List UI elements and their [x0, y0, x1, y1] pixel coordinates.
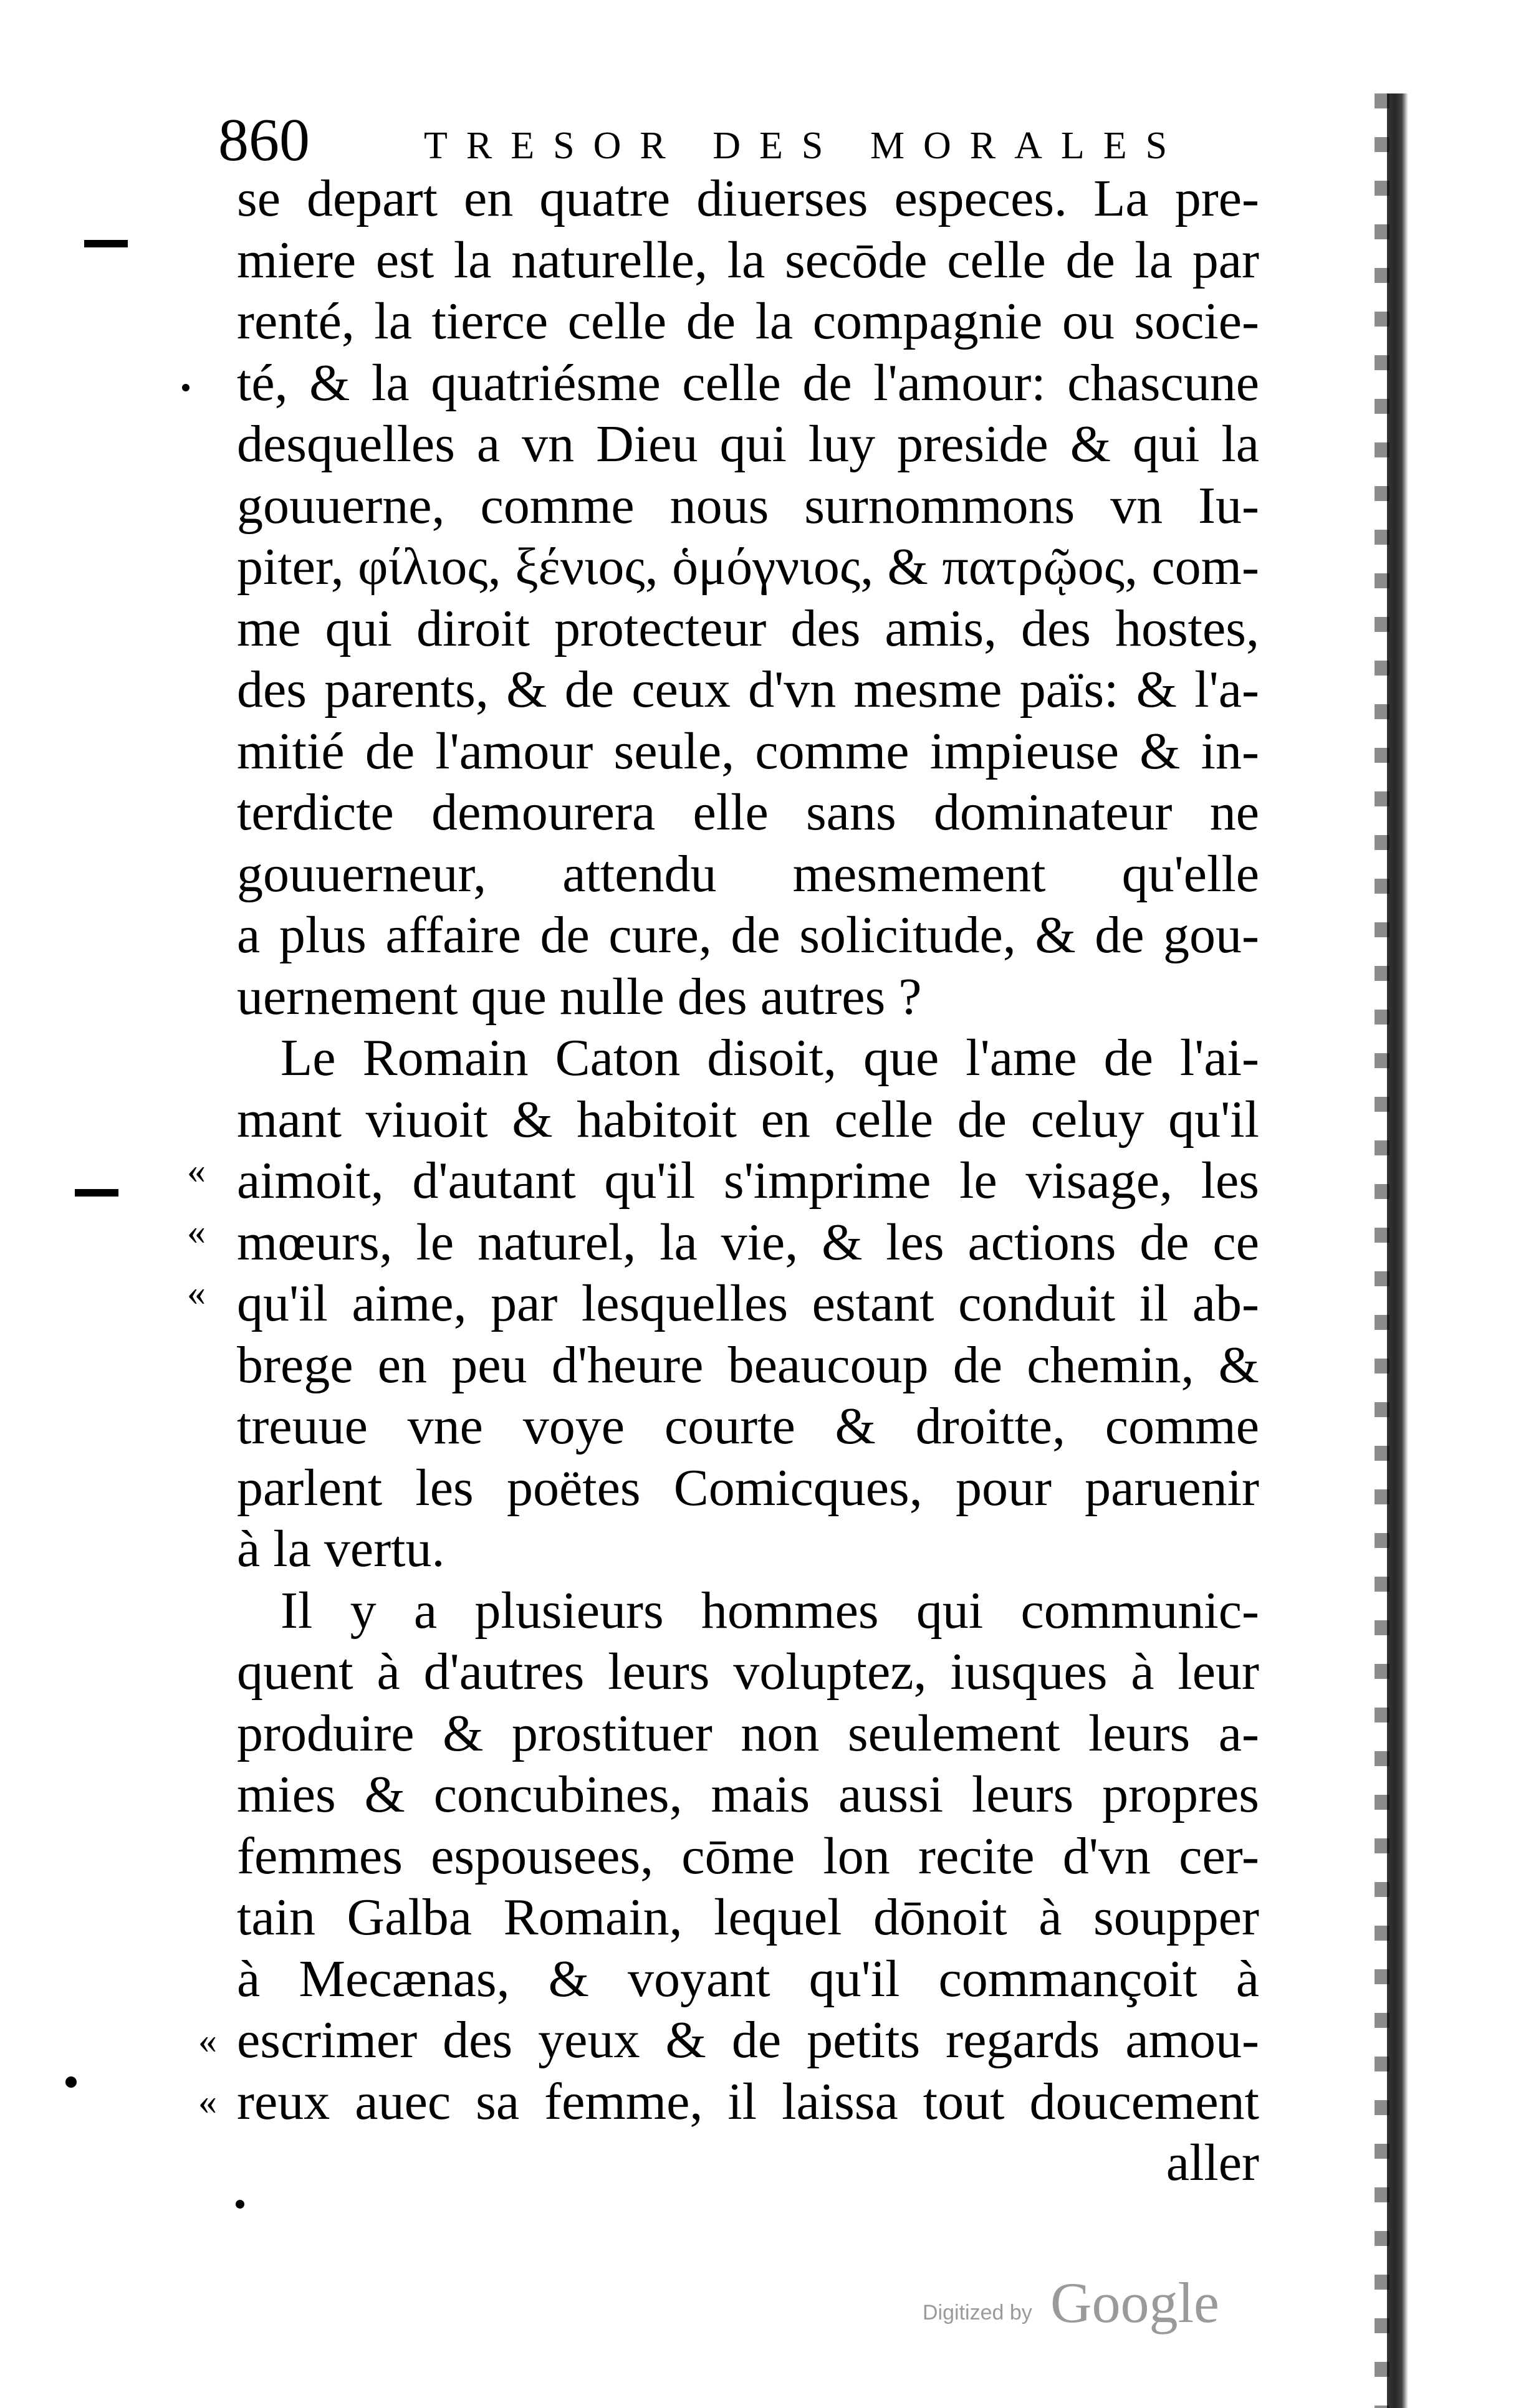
google-logo: Google [1050, 2271, 1219, 2334]
text-line: gouuerneur, attendu mesmement qu'elle [237, 844, 1259, 903]
text-line: se depart en quatre diuerses especes. La pre- [237, 170, 1259, 227]
text-line: femmes espousees, cōme lon recite d'vn cer- [237, 1827, 1259, 1885]
text-line: à Mecænas, & voyant qu'il commançoit à [237, 1949, 1259, 2008]
paragraph-first-line: Il y a plusieurs hommes qui communic- [281, 1581, 1259, 1640]
text-line: mitié de l'amour seule, comme impieuse & in- [237, 722, 1259, 780]
margin-dot-mark [182, 384, 190, 391]
text-line: parlent les poëtes Comicques, pour paruenir [237, 1458, 1259, 1517]
page-number: 860 [218, 107, 310, 174]
text-line: me qui diroit protecteur des amis, des hostes, [237, 599, 1259, 657]
margin-dash-mark [84, 240, 128, 247]
text-line: a plus affaire de cure, de solicitude, & de gou- [237, 906, 1259, 964]
body-text [237, 168, 1259, 2194]
text-line: escrimer des yeux & de petits regards amou- [237, 2011, 1259, 2069]
text-line: treuue vne voye courte & droitte, comme [237, 1397, 1259, 1455]
catchword: aller [1166, 2134, 1259, 2192]
running-title: TRESOR DES MORALES [424, 125, 1186, 167]
text-line: uernement que nulle des autres ? [237, 967, 922, 1026]
watermark-prefix: Digitized by [923, 2301, 1032, 2324]
text-line: aimoit, d'autant qu'il s'imprime le visage, les [237, 1152, 1259, 1210]
page-edge-shadow [1387, 93, 1408, 2408]
paragraph-first-line: Le Romain Caton disoit, que l'ame de l'ai- [281, 1029, 1259, 1087]
text-line: té, & la quatriésme celle de l'amour: chascune [237, 353, 1259, 412]
text-line: piter, φίλιος, ξένιος, ὁμόγνιος, & πατρῷος, com- [237, 538, 1259, 596]
text-line: tain Galba Romain, lequel dōnoit à soupper [237, 1888, 1259, 1946]
text-line: des parents, & de ceux d'vn mesme païs: & l'a- [237, 661, 1259, 719]
text-line: reux auec sa femme, il laissa tout doucement [237, 2072, 1259, 2131]
margin-dot-mark [236, 2200, 244, 2209]
text-line: produire & prostituer non seulement leurs a- [237, 1704, 1259, 1762]
text-line: mies & concubines, mais aussi leurs propres [237, 1765, 1259, 1823]
digitized-watermark [923, 2268, 1259, 2337]
text-line: gouuerne, comme nous surnommons vn Iu- [237, 476, 1259, 535]
text-line: mant viuoit & habitoit en celle de celuy qu'il [237, 1090, 1259, 1149]
text-line: brege en peu d'heure beaucoup de chemin, & [237, 1335, 1259, 1394]
margin-quote-mark: « [187, 1150, 206, 1191]
text-line: renté, la tierce celle de la compagnie ou socie- [237, 292, 1259, 350]
text-line: desquelles a vn Dieu qui luy preside & qui la [237, 415, 1259, 473]
text-line: mœurs, le naturel, la vie, & les actions de ce [237, 1213, 1259, 1271]
text-line: à la vertu. [237, 1520, 445, 1578]
text-line: qu'il aime, par lesquelles estant conduit il ab- [237, 1274, 1259, 1332]
margin-dash-mark [75, 1189, 118, 1197]
text-line: miere est la naturelle, la secōde celle de la par [237, 231, 1259, 289]
text-line: quent à d'autres leurs voluptez, iusques à leur [237, 1643, 1259, 1701]
margin-quote-mark: « [187, 1272, 206, 1313]
text-line: terdicte demourera elle sans dominateur ne [237, 783, 1259, 841]
margin-dot-mark [65, 2076, 77, 2088]
margin-quote-mark: « [198, 2081, 217, 2122]
page-edge-texture [1375, 93, 1389, 2408]
margin-quote-mark: « [187, 1211, 206, 1252]
margin-quote-mark: « [198, 2020, 217, 2061]
